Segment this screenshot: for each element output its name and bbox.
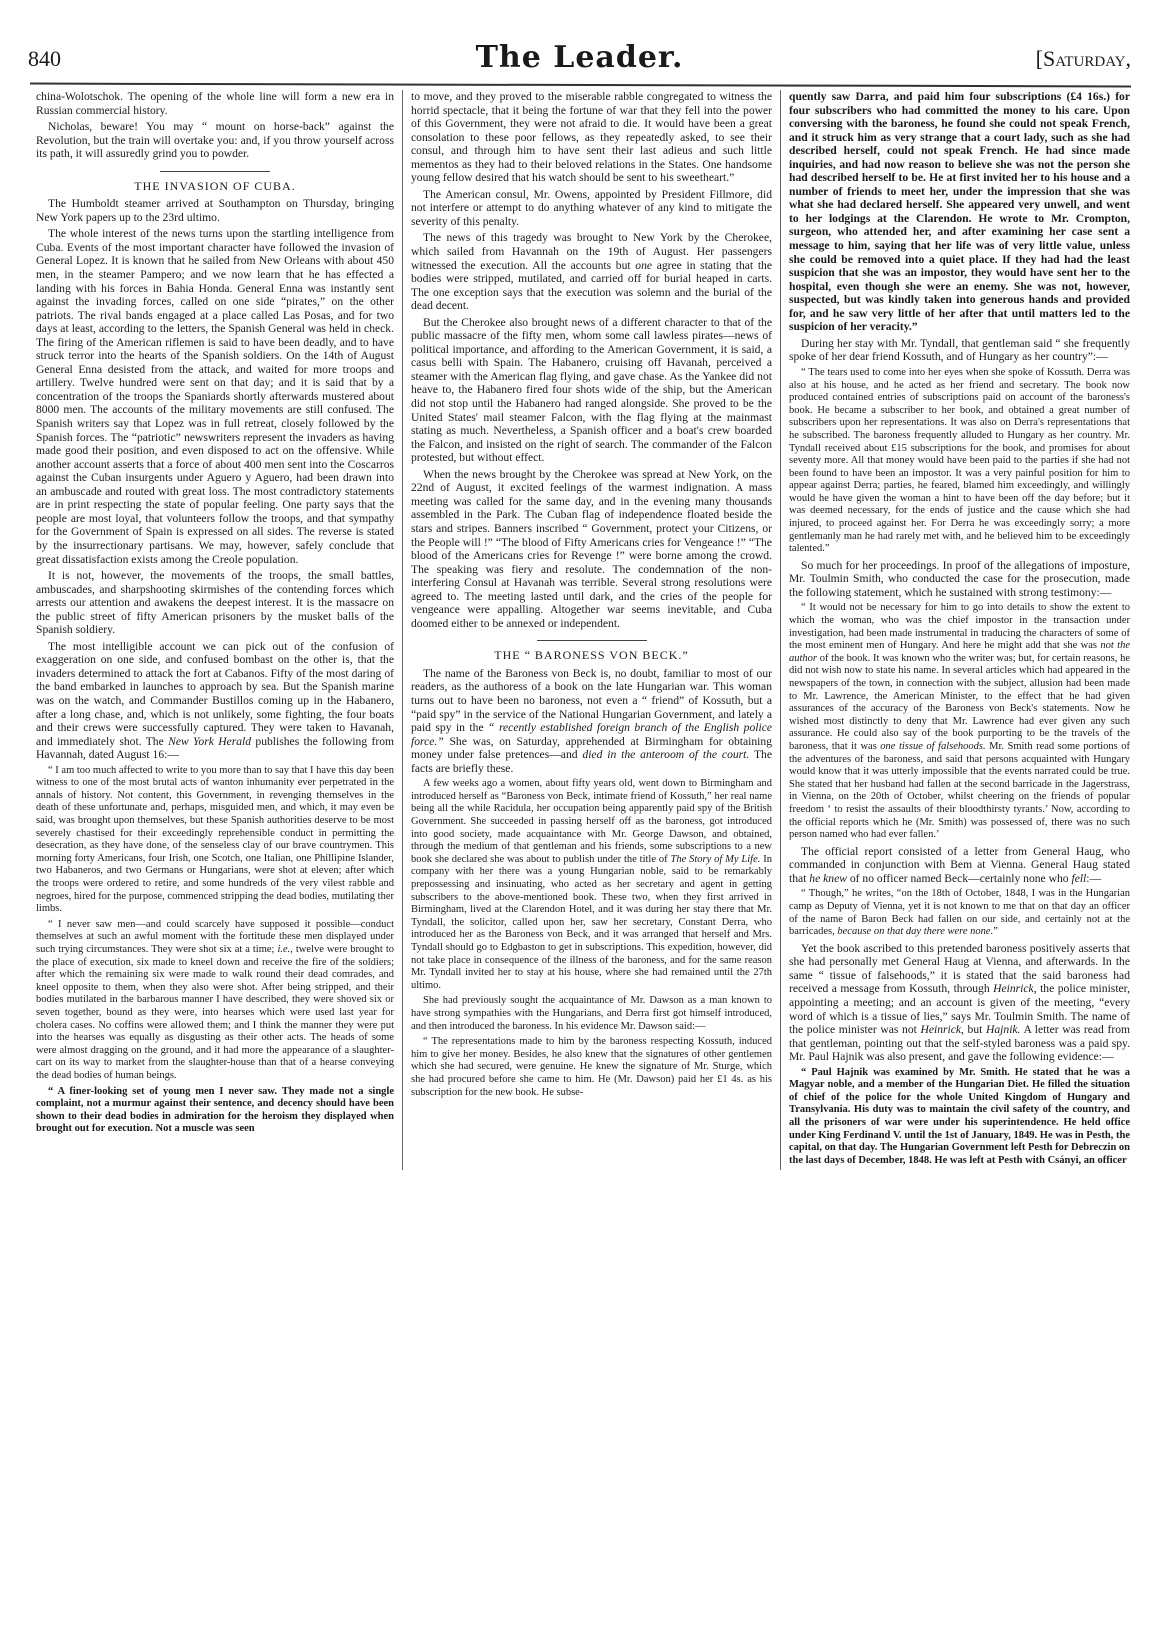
- text: , but: [961, 1023, 986, 1037]
- paragraph: china-Wolotschok. The opening of the whole line will form a new era in Russian commercial history.: [36, 90, 394, 117]
- quote-paragraph: “ Paul Hajnik was examined by Mr. Smith. He stated that he was a Magyar noble, and a member of the Hungarian Diet. He filled the situation of chief of the police for the whole United Kingdom of Hungary and Transylvania. His duty was to maintain the civil safety of the country, and all the prisoners of war were under his superintendence. He held office under King Ferdinand V. until the 1st of January, 1849. He was in Pesth, the capital, on that day. The Hungarian Government left Pesth for Debreczin on the last days of December, 1848. He was left at Pesth with Csányi, an officer: [789, 1066, 1130, 1166]
- text: Yet the book ascribed to this pretended baroness positively asserts that she had personally met General Haug at Vienna, and afterwards. In the same “ tissue of falsehoods,” it is stated that the said baroness had received a message from Kossuth, through: [789, 941, 1130, 996]
- column-1: [36, 90, 402, 1170]
- article-heading-cuba: THE INVASION OF CUBA.: [134, 178, 296, 193]
- paragraph: to move, and they proved to the miserable rabble congregated to witness the horrid spectacle, that it being the fortune of war that they fell into the power of this Government, they were not afraid to die. It would have been a great consolation to these poor fellows, as they repeatedly asked, to see their consul, and through him to have sent their last adieus and such little mementos as they had to their beloved relations in the States. One handsome young fellow desired that his watch should be sent to his sweetheart.”: [411, 90, 772, 185]
- page-number: 840: [28, 46, 61, 71]
- text: publishes the following from Havannah, dated August 16:—: [36, 734, 395, 762]
- text: “ It would not be necessary for him to go into details to show the extent to which the woman, who was the chief impostor in the transaction under investigation, had been made instrumental in traducing the characters of some of the most eminent men of Hungary. And here he might add that she was: [789, 602, 1130, 652]
- text-italic: not the author: [789, 640, 1131, 664]
- text-italic: because on that day there were none.: [837, 926, 994, 938]
- text-italic: one: [635, 258, 653, 272]
- text: A letter was read from that gentleman, pointing out that the self-styled baroness was a paid spy. Mr. Paul Hajnik was also present, and gave the following evidence:—: [789, 1023, 1131, 1064]
- text: The facts are briefly these.: [411, 748, 772, 775]
- quote-paragraph: [789, 888, 1130, 938]
- paragraph: [411, 667, 772, 775]
- text-italic: fell: [1071, 871, 1087, 885]
- text: The most intelligible account we can pick out of the confusion of exaggeration on one side, and confused bombast on the other is, that the invaders determined to attack the fort at Cabanos. Fifty of the most daring of the band embarked in launches to approach by sea. But the Spanish marine was on the watch, and Commander Bustillos coming up in the Habanero, after a long chase, and, which is not unlikely, some fighting, the four boats and their crews were successfully captured. They were taken to Havanah, and immediately shot. The: [36, 639, 394, 748]
- text-italic: Heinrick: [920, 1023, 962, 1037]
- text-italic: one tissue of falsehoods.: [880, 741, 986, 753]
- text-italic: Heinrick: [993, 982, 1034, 996]
- text: A few weeks ago a women, about fifty years old, went down to Birmingham and introduced herself as “Baroness von Beck, intimate friend of Kossuth,” her real name being all the while Racidula, her occupation being apparently paid spy of the British Government. She succeeded in passing herself off as the baroness, got introduced into good society, made acquaintance with Mr. George Dawson, and obtained, through the medium of that gentleman and his friends, some subscriptions to a new book she declared she was about to publish under the title of: [411, 778, 772, 865]
- masthead-rule: [30, 83, 1131, 88]
- text: The official report consisted of a letter from General Haug, who commanded in conjunction with Bem at Vienna. General Haug stated that: [789, 844, 1130, 885]
- text-italic: he knew: [809, 871, 847, 885]
- quote-paragraph: “ The tears used to come into her eyes when she spoke of Kossuth. Derra was also at his house, and he acted as her friend and secretary. The book now produced contained entries of subscriptions paid on account of the baroness's book. He became a subscriber to her book, and obtained a great number of subscribers upon her representations. It was also on Derra's representations that he subscribed. The baroness frequently alluded to Hungary as her country. Mr. Tyndall received about £15 subscriptions for the book, and promises for about seventy more. All that money would have been paid to the parties if she had not been found to have been an impostor. It was a very painful position for him to appear against Derra; parties, he feared, blamed him exceedingly, and willingly would he have given the woman a hint to have been off the day before; but it was deemed necessary, for the ends of justice and the cause which she had injured, to proceed against her. For Derra he was exceedingly sorry; a more gentlemanly man he had rarely met with, and he believed him to be exceedingly talented.”: [789, 366, 1130, 555]
- text: She was, on Saturday, apprehended at Birmingham for obtaining money under false pretences—and: [411, 734, 772, 762]
- text-italic: died in the anteroom of the court.: [582, 748, 750, 762]
- paragraph: During her stay with Mr. Tyndall, that gentleman said “ she frequently spoke of her dear friend Kossuth, and of Hungary as her country”:—: [789, 336, 1130, 364]
- paragraph: quently saw Darra, and paid him four subscriptions (£4 16s.) for four subscribers who had committed the money to his care. Upon conversing with the baroness, he found she could not speak French, and it struck him as very strange that a court lady, such as she had described herself, could not speak French. He had since made inquiries, and had now reason to believe she was not the person she had described herself to be. He at first invited her to his house and a number of friends to meet her, under the impression that she was what she had declared herself. She appeared very unwell, and went to her lodgings at the Clarendon. He wrote to Mr. Crompton, surgeon, who attended her, and after examining her case sent a message to him, saying that her life was of very little value, unless she could be removed into a quiet place. If they had had the least suspicion that she was an impostor, they would have sent her to the hospital, even though she were an enemy. She was not, however, suspected, but was kindly taken into generous hands and provided for, and he saw very little of her after that until matters led to the suspicion of her veracity.”: [789, 90, 1130, 334]
- paragraph: When the news brought by the Cherokee was spread at New York, on the 22nd of August, it excited feelings of the warmest indignation. A mass meeting was called for the same day, and in the evening many thousands assembled in the Park. The Cuban flag of independence floated beside the stars and stripes. Banners inscribed “ Government, protect your Citizens, or the People will !” “The blood of Fifty Americans cries for Vengeance !” “The blood of the Americans cries for Revenge !” were borne among the crowd. The speaking was fiery and resolute. The condemnation of the non-interfering Consul at Havanah was terrible. Several strong resolutions were agreed to. The meeting lasted until dark, and the cries of the people for vengeance were appalling. Altogether war seems inevitable, and Cuba doomed either to be annexed or independent.: [411, 467, 772, 630]
- quote-paragraph: “ The representations made to him by the baroness respecting Kossuth, induced him to give her money. Besides, he also knew that the signatures of other gentlemen which she had secured, were genuine. He knew the signature of Mr. Sturge, which she had procured before she came to him. He (Mr. Dawson) paid her £1 4s. as his subscription for the new book. He subse-: [411, 1036, 772, 1098]
- text: agree in stating that the bodies were stripped, mutilated, and carried off for burial heaped in carts. The one exception says that the execution was solemn and the burial of the dead decent.: [411, 258, 772, 313]
- paragraph: [789, 845, 1130, 886]
- text: Mr. Smith read some portions of the adventures of the baroness, and said that persons acquainted with Hungary would know that it was utterly impossible that the events narrated could be true. She stated that her husband had fallen at the second barricade in the Jagerstrass, in Vienna, on the 20th of October, whilst cheering on the friends of popular freedom ‘ to resist the assaults of their bloodthirsty tyrants.’ Now, according to the official reports which he (Mr. Smith) was possessed of, there was no such person named who had ever fallen.’: [789, 741, 1130, 841]
- column-2: [402, 90, 780, 1170]
- newspaper-title: The Leader.: [475, 40, 684, 75]
- dateline: [Saturday,: [1035, 46, 1131, 71]
- paragraph: So much for her proceedings. In proof of the allegations of imposture, Mr. Toulmin Smith, who conducted the case for the prosecution, made the following statement, which he sustained with strong testimony:—: [789, 558, 1130, 599]
- section-divider: [160, 171, 270, 172]
- paragraph: It is not, however, the movements of the troops, the small battles, ambuscades, and sharpshooting skirmishes of the contending forces which arrests our attention and awakens the deepest interest. It is the massacre on the public street of fifty American prisoners by the musket balls of the Spanish soldiery.: [36, 569, 394, 637]
- paragraph: [36, 640, 394, 762]
- masthead: [28, 40, 1131, 80]
- book-title: The Story of My Life.: [670, 853, 761, 865]
- quote-paragraph: “ A finer-looking set of young men I never saw. They made not a single complaint, not a murmur against their sentence, and decency should have been shown to their dead bodies in admiration for the heroism they displayed when brought out for execution. Not a muscle was seen: [36, 1085, 394, 1135]
- text-italic: “ recently established foreign branch of the English police force.”: [411, 721, 772, 748]
- paragraph: The whole interest of the news turns upon the startling intelligence from Cuba. Events of the most important character have followed the invasion of General Lopez. It is known that he sailed from New Orleans with about 450 men, in the steamer Pampero; and we now learn that he has effected a landing with his forces in Bahia Honda. General Enna was instantly sent against the invading forces, called on one side “pirates,” on the other patriots. The rival bands engaged at a place called Las Posas, and for two days at least, according to the letters, the Spanish General was held in check. The firing of the American riflemen is said to have been deadly, and to have struck terror into the hearts of the Spanish soldiers. On the 14th of August General Enna desisted from the attack, and waited for more troops and artillery. Twelve hundred were sent on that day; and it is said that by a concentration of the troops the Spaniards shortly afterwards mustered about 8000 men. The accounts of the military movements are still confused. The Spanish writers say that Lopez was in full retreat, closely followed by the Spanish forces. The “patriotic” newswriters represent the invaders as having made good their position, and even disposed to act on the offensive. While another account asserts that a force of about 400 men sent into the Coscarros against the Cuban insurgents under Aguero y Aguero, had been drawn into an ambuscade and routed with great loss. The most contradictory statements are in print respecting the state of popular feeling. One party says that the people are most loyal, that volunteers follow the troops, and that sympathy for the Government of Spain is expressed on all sides. The reverse is stated by the insurrectionary partisans. We may, however, safely conclude that great dissatisfaction exists among the Creole population.: [36, 227, 394, 566]
- paragraph: Nicholas, beware! You may “ mount on horse-back” against the Revolution, but the train will overtake you: and, if you throw yourself across its path, it will assuredly grind you to powder.: [36, 120, 394, 161]
- paragraph: But the Cherokee also brought news of a different character to that of the public massacre of the fifty men, whom some call lawless pirates—news of political importance, and affording to the American Government, it is said, a casus belli with Spain. The Habanero, cruising off Havanah, perceived a steamer with the American flag flying, and gave chase. As the Yankee did not heave to, the Habanero fired four shots wide of the ship, but the American did not stop until the Habanero had ranged alongside. She proved to be the United States' mail steamer Falcon, with the flag flying at the mainmast stating as much. Nevertheless, a Spanish officer and a boat's crew boarded the Falcon, and insisted on the right of search. The commander of the Falcon protested, but without effect.: [411, 315, 772, 465]
- paragraph: [411, 231, 772, 312]
- quote-paragraph: “ I am too much affected to write to you more than to say that I have this day been witness to one of the most brutal acts of wanton inhumanity ever perpetrated in the annals of history. Not content, this Government, in revenging themselves in the death of these unfortunate and, perhaps, misguided men, and which, it may even be said, was brought upon themselves, but these Spanish authorities deserve to be most severely chastised for their exceedingly reprehensible conduct in permitting the desecration, as they have done, of the senseless clay of our brave countrymen. This morning forty Americans, four Irish, one Scotch, one Italian, one Phillipine Islander, two Habaneros, and two Germans or Hungarians, were shot at eleven; after which the troops were ordered to retire, and some hundreds of the very vilest rabble and negroes, hired for the purpose, commenced stripping the dead bodies, mutilating ther limbs.: [36, 764, 394, 915]
- paragraph: The Humboldt steamer arrived at Southampton on Thursday, bringing New York papers up to the 23rd ultimo.: [36, 197, 394, 224]
- text: , twelve were brought to the place of execution, six made to kneel down and receive the fire of the soldiers; after which the remaining six were made to walk round their dead comrades, and kneel opposite to them, when they also were shot. After being stripped, and their bodies mutilated in the barbarous manner I have described, they were shoved six or seven together, bound as they were, into hearses which were used last year for cholera cases. No coffins were allowed them; and I think the manner they were put into the hearses was equally as disgusting as their other acts. The heads of some were almost dragging on the ground, and it had more the appearance of a slaughter-cart on its way to market from the slaughter-house than that of a hearse conveying the dead bodies of human beings.: [36, 944, 394, 1081]
- column-3: [780, 90, 1130, 1170]
- paragraph: [411, 778, 772, 992]
- paragraph: [789, 942, 1130, 1064]
- text: of the book. It was known who the writer was; but, for certain reasons, he did not wish now to state his name. In several articles which had appeared in the newspapers of the town, in connection with the subject, allusion had been made to Mr. Lawrence, the American Minister, to the effect that he had given assurances of the accuracy of the Baroness von Beck's statements. Now he wished most distinctly to deny that Mr. Lawrence had ever given any such assurance. He could also say of the book purporting to be the travels of the baroness, that it was: [789, 652, 1130, 753]
- text-italic: i.e.: [277, 944, 291, 956]
- text: “ I never saw men—and could scarcely have supposed it possible—conduct themselves at such an awful moment with the fortitude these men displayed under such trying circumstances. They were shot six at a time;: [36, 918, 394, 956]
- quote-paragraph: [36, 919, 394, 1083]
- section-divider: [537, 640, 647, 641]
- text: :—: [1086, 871, 1102, 885]
- text: ”: [993, 926, 998, 938]
- paragraph: The American consul, Mr. Owens, appointed by President Fillmore, did not interfere or attempt to do anything whatever of any kind to mitigate the severity of this penalty.: [411, 187, 772, 228]
- paragraph: She had previously sought the acquaintance of Mr. Dawson as a man known to have strong sympathies with the Hungarians, and Derra first got himself introduced, and then introduced the baroness. In his evidence Mr. Dawson said:—: [411, 995, 772, 1032]
- text: In company with her there was a young Hungarian noble, said to be remarkably prepossessing and insinuating, who acted as her secretary and agent in getting subscribers to the above-mentioned book. These two, when they first arrived in Birmingham, lived at the Clarendon Hotel, and it was during her stay there that Mr. Tyndall, the solicitor, called upon her, saw her secretary, Constant Derra, who introduced her as the Baroness von Beck, and it was arranged that herself and Mrs. Tyndall should go to Edgbaston to get in subscriptions. This expedition, however, did not take place in consequence of the illness of the baroness, and for the same reason Mr. Tyndall invited her to stay at his house, where she had remained until the 27th ultimo.: [411, 853, 773, 991]
- article-columns: [36, 90, 1130, 1170]
- newspaper-name: New York Herald: [168, 734, 252, 748]
- text: of no officer named Beck—certainly none who: [846, 871, 1072, 885]
- quote-paragraph: [789, 602, 1130, 841]
- text: , the police minister, appointing a meeting; and an account is given of the meeting, “every word of which is a tissue of lies,” says Mr. Toulmin Smith. The name of the police minister was not: [789, 982, 1130, 1037]
- text: The news of this tragedy was brought to New York by the Cherokee, which sailed from Havannah on the 19th of August. Her passengers witnessed the execution. All the accounts but: [411, 231, 772, 272]
- text: The name of the Baroness von Beck is, no doubt, familiar to most of our readers, as the authoress of a book on the late Hungarian war. This woman turns out to have been no baroness, not even a “ friend” of Kossuth, but a “paid spy” in the service of the National Hungarian Government, and lately a paid spy in the: [411, 666, 772, 735]
- text-italic: Hajnik.: [986, 1023, 1021, 1037]
- text: “ Though,” he writes, “on the 18th of October, 1848, I was in the Hungarian camp as Deputy of Vienna, yet it is not known to me that on that day an officer of the name of Baron Beck had fallen on our side, and certainly not at the barricades,: [789, 888, 1130, 938]
- article-heading-baroness: THE “ BARONESS VON BECK.”: [494, 648, 689, 663]
